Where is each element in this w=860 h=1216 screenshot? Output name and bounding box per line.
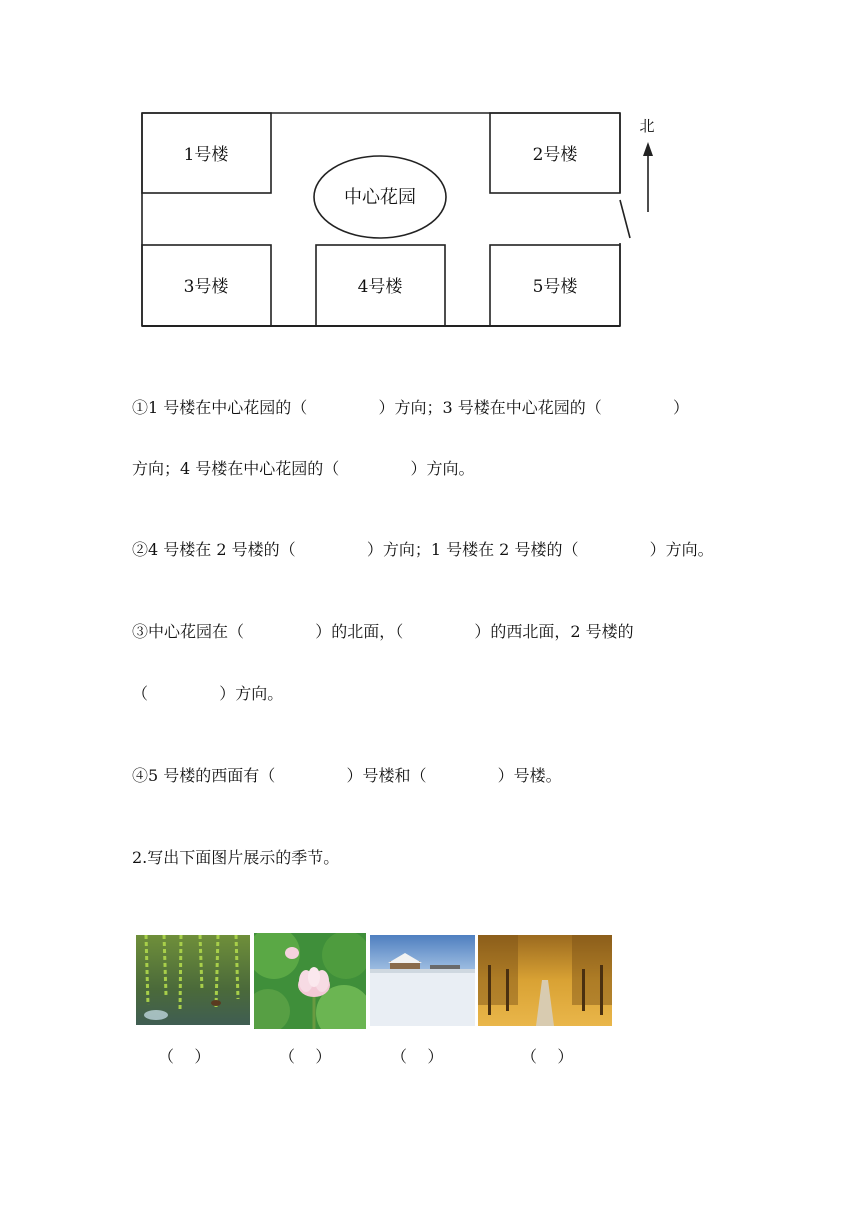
autumn-ginkgo-photo (478, 935, 612, 1026)
building-5-label: 5号楼 (532, 277, 578, 297)
question-1-line-1: ①1 号楼在中心花园的（ ）方向；3 号楼在中心花园的（ ） (132, 398, 689, 417)
building-1-label: 1号楼 (183, 145, 229, 165)
answer-blank-1[interactable]: （ ） (158, 1047, 211, 1066)
question-4-line-1: ④5 号楼的西面有（ ）号楼和（ ）号楼。 (132, 766, 562, 785)
question-3-line-1: ③中心花园在（ ）的北面，（ ）的西北面，2 号楼的 (132, 622, 634, 641)
winter-snow-photo (370, 935, 475, 1026)
section-2-title: 2.写出下面图片展示的季节。 (132, 848, 340, 867)
summer-lotus-photo (254, 933, 366, 1029)
question-1-line-2: 方向；4 号楼在中心花园的（ ）方向。 (132, 459, 475, 478)
building-2-label: 2号楼 (532, 145, 578, 165)
campus-map (0, 0, 860, 340)
map-gate (620, 200, 630, 238)
question-3-line-2: （ ）方向。 (132, 684, 284, 703)
garden-label: 中心花园 (344, 187, 416, 208)
answer-blank-4[interactable]: （ ） (521, 1047, 574, 1066)
answer-blank-3[interactable]: （ ） (391, 1047, 444, 1066)
north-label: 北 (639, 117, 655, 135)
building-3-label: 3号楼 (183, 277, 229, 297)
answer-blank-2[interactable]: （ ） (279, 1047, 332, 1066)
map-drawing (0, 0, 860, 340)
building-4-label: 4号楼 (357, 277, 403, 297)
question-2-line-1: ②4 号楼在 2 号楼的（ ）方向；1 号楼在 2 号楼的（ ）方向。 (132, 540, 714, 559)
spring-willow-photo (136, 935, 250, 1025)
north-arrow-icon (643, 142, 653, 156)
